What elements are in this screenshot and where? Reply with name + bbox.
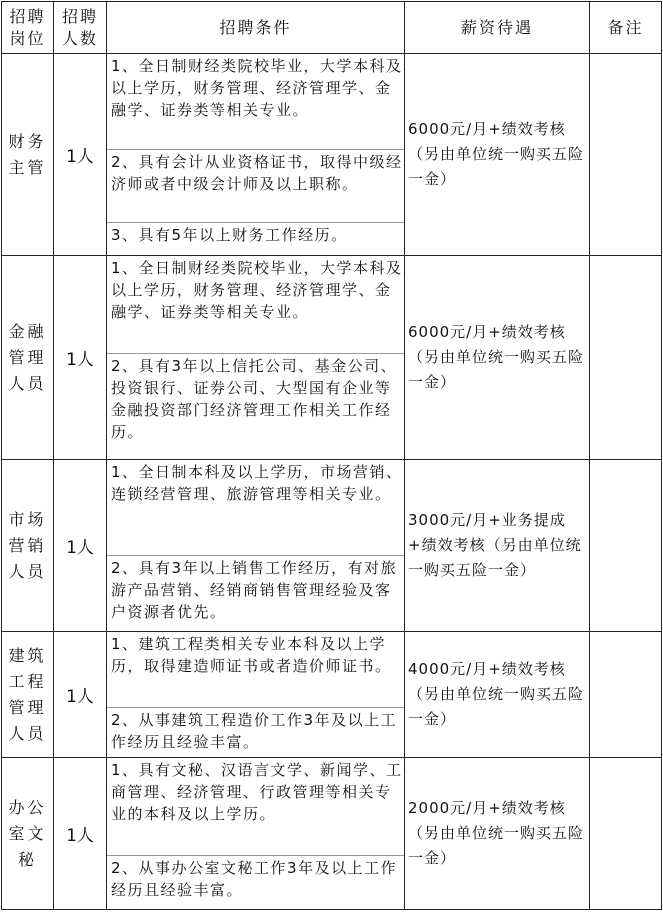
position-cell: 金融管理人员 (2, 256, 54, 460)
requirements-cell (107, 256, 405, 460)
requirement-item: 2、具有3年以上信托公司、基金公司、投资银行、证券公司、大型国有企业等金融投资部门经济管理工作相关工作经历。 (111, 357, 398, 441)
count-cell: 1人 (54, 460, 107, 632)
requirement-item: 2、从事建筑工程造价工作3年及以上工作经历且经验丰富。 (111, 711, 398, 751)
table-row (2, 758, 662, 910)
requirement-item: 1、全日制财经类院校毕业，大学本科及以上学历，财务管理、经济管理学、金融学、证券类等相关专业。 (107, 54, 404, 150)
header-remarks: 备注 (590, 2, 662, 54)
requirements-cell (107, 54, 405, 256)
requirements-cell (107, 460, 405, 632)
salary-cell: 4000元/月+绩效考核（另由单位统一购买五险一金） (405, 632, 590, 758)
remarks-cell (590, 632, 662, 758)
requirements-cell (107, 632, 405, 758)
count-cell: 1人 (54, 54, 107, 256)
count-cell: 1人 (54, 632, 107, 758)
header-row (2, 2, 662, 54)
salary-cell: 6000元/月+绩效考核（另由单位统一购买五险一金） (405, 54, 590, 256)
table-row (2, 54, 662, 256)
requirement-item: 1、建筑工程类相关专业本科及以上学历，取得建造师证书或者造价师证书。 (107, 632, 404, 708)
requirement-item: 2、从事办公室文秘工作3年及以上工作经历且经验丰富。 (111, 859, 398, 899)
requirement-item: 3、具有5年以上财务工作经历。 (111, 226, 348, 244)
remarks-cell (590, 460, 662, 632)
recruitment-table (1, 1, 662, 910)
requirement-item: 1、全日制本科及以上学历，市场营销、连锁经营管理、旅游管理等相关专业。 (107, 460, 404, 556)
position-cell: 财务主管 (2, 54, 54, 256)
table-row (2, 256, 662, 460)
position-cell: 建筑工程管理人员 (2, 632, 54, 758)
position-cell: 市场营销人员 (2, 460, 54, 632)
salary-cell: 3000元/月+业务提成+绩效考核（另由单位统一购买五险一金） (405, 460, 590, 632)
salary-cell: 6000元/月+绩效考核（另由单位统一购买五险一金） (405, 256, 590, 460)
requirement-item: 1、具有文秘、汉语言文学、新闻学、工商管理、经济管理、行政管理等相关专业的本科及以上学历。 (107, 758, 404, 856)
count-cell: 1人 (54, 256, 107, 460)
table-row (2, 632, 662, 758)
remarks-cell (590, 256, 662, 460)
remarks-cell (590, 54, 662, 256)
remarks-cell (590, 758, 662, 910)
table-row (2, 460, 662, 632)
requirements-cell (107, 758, 405, 910)
salary-cell: 2000元/月+绩效考核（另由单位统一购买五险一金） (405, 758, 590, 910)
header-count: 招聘人数 (54, 2, 107, 54)
requirement-item: 1、全日制财经类院校毕业，大学本科及以上学历，财务管理、经济管理学、金融学、证券类等相关专业。 (107, 256, 404, 354)
requirement-item: 2、具有3年以上销售工作经历，有对旅游产品营销、经销商销售管理经验及客户资源者优先。 (111, 559, 398, 621)
header-requirements: 招聘条件 (107, 2, 405, 54)
count-cell: 1人 (54, 758, 107, 910)
header-position: 招聘岗位 (2, 2, 54, 54)
position-cell: 办公室文秘 (2, 758, 54, 910)
header-salary: 薪资待遇 (405, 2, 590, 54)
requirement-item: 2、具有会计从业资格证书，取得中级经济师或者中级会计师及以上职称。 (107, 150, 404, 223)
